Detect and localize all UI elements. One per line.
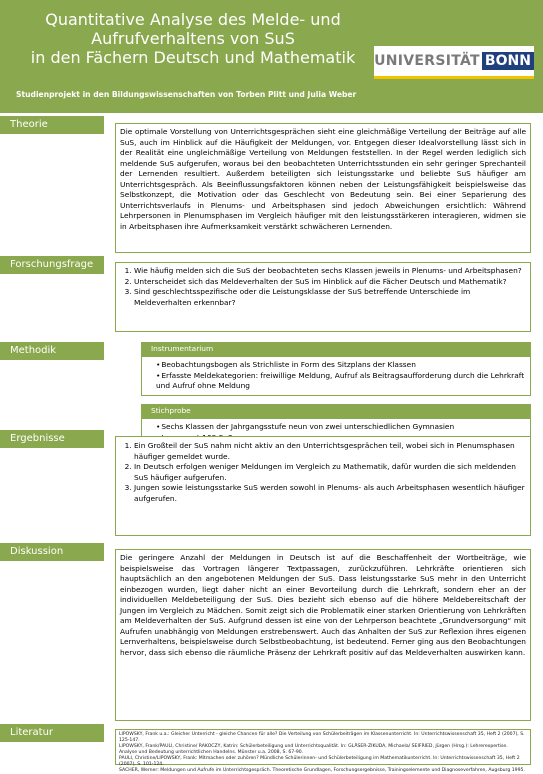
literatur-entry: SACHER, Werner: Meldungen und Aufrufe im Unterrichtsgespräch. Theoretische Grundlagen, Forschungsergebnisse, Trainingselemente und Diagnoseverfahren, Augsburg 1995. (119, 768, 525, 773)
literatur-entry: PAULI, Christine/LIPOWSKY, Frank: Mitmachen oder zuhören? Mündliche Schülerinnen- und Schülerbeteiligung im Mathematikunterricht. In: Unterrichtswissenschaft 35, Heft 2 (2007), S. 101-124. (119, 756, 520, 767)
poster-title (8, 10, 378, 67)
section-label-literatur: Literatur (0, 724, 104, 742)
poster-header (0, 0, 543, 113)
list-item: 2. Unterscheidet sich das Meldeverhalten der SuS im Hinblick auf die Fächer Deutsch und Mathematik? (134, 277, 526, 288)
diskussion-text: Die geringere Anzahl der Meldungen in Deutsch ist auf die Beschaffenheit der Wortbeiträge, wie beispielsweise das Vortragen längerer Textpassagen, zurückzuführen. Lehrkräfte orientieren sich hauptsächlich an den angebotenen Meldungen der SuS. Dass leistungsstarke SuS mehr in den Unterricht einbezogen wurden, liegt daher nicht an einer Bevorteilung durch die Lehrkraft, sondern eher an der individuellen Meldebeteiligung der SuS. Dies bezieht sich ebenso auf die höhere Meldebereitschaft der Jungen im Vergleich zu Mädchen. Somit zeigt sich die Problematik einer starken Orientierung von Lehrkräften am Meldeverhalten der SuS. Aufgrund dessen ist eine von der Lehrperson beachtete „Grundversorgung“ mit Aufrufen unabhängig von Meldungen erstrebenswert. Auch das Anhalten der SuS zur Reflexion ihres eigenen Lernverhaltens, beispielsweise durch Selbstbeobachtung, ist bedeutend. Ferner ging aus den Beobachtungen hervor, dass sich ebenso die räumliche Präsenz der Lehrkraft positiv auf das Meldeverhalten auswirken kann. (120, 553, 526, 657)
literatur-entry: LIPOWSKY, Frank/PAULI, Christine/ RAKOCZY, Katrin: Schülerbeteiligung und Unterrichtsqualität. In: GLÄSER-ZIKUDA, Michaela/ SEIFRIED, Jürgen (Hrsg.): Lehrerexpertise. Analyse und Bedeutung unterrichtlichen Handelns. Münster u.a. 2008, S. 67-90. (119, 744, 508, 755)
university-logo (374, 46, 534, 76)
instrumentarium-list (146, 360, 526, 392)
theorie-text: Die optimale Vorstellung von Unterrichtsgesprächen sieht eine gleichmäßige Verteilung der Beiträge auf alle SuS, auch im Hinblick auf die Häufigkeit der Meldungen, vor. Entgegen dieser Idealvorstellung lässt sich in der Realität eine ungleichmäßige Verteilung von Meldungen feststellen. In der Regel werden lediglich sich meldende SuS aufgerufen, woraus bei den beobachteten Unterrichtsstunden ein sehr geringer Sprechanteil der Lernenden resultiert. Außerdem beteiligten sich leistungsstarke und beliebte SuS häufiger am Unterrichtsgespräch. Als Beeinflussungsfaktoren können neben der Leistungsfähigkeit beispielsweise das Selbstkonzept, die Motivation oder das Geschlecht von Bedeutung sein. Bei einer Separierung des Unterrichtsverlaufs in Plenums- und Arbeitsphasen sind jedoch Abweichungen ersichtlich: Während Lehrpersonen in Plenumsphasen im Vergleich häufiger mit den leistungsstärkeren interagieren, widmen sie in Arbeitsphasen ihre Aufmerksamkeit verstärkt schwächeren Lernenden. (120, 127, 526, 231)
forschungsfrage-list (120, 266, 526, 308)
subsection-label-instrumentarium: Instrumentarium (141, 342, 531, 356)
list-item: 3. Sind geschlechtsspezifische oder die Leistungsklasse der SuS betreffende Unterschiede im Meldeverhalten erkennbar? (134, 287, 526, 308)
section-label-forschungsfrage: Forschungsfrage (0, 256, 104, 274)
list-item: 1. Ein Großteil der SuS nahm nicht aktiv an den Unterrichtsgesprächen teil, wobei sich in Plenumsphasen häufiger gemeldet wurde. (134, 441, 526, 462)
section-label-diskussion: Diskussion (0, 543, 104, 561)
title-line: Quantitative Analyse des Melde- und (45, 10, 341, 29)
poster-subtitle: Studienprojekt in den Bildungswissenschaften von Torben Plitt und Julia Weber (16, 90, 357, 99)
logo-yellow-bar (374, 76, 534, 79)
literatur-entry: LIPOWSKY, Frank u.a.: Gleicher Unterricht - gleiche Chancen für alle? Die Verteilung von Schülerbeiträgen im Klassenunterricht. In: Unterrichtswissenschaft 35, Heft 2 (2007), S. 125-147. (119, 732, 525, 743)
logo-box: BONN (482, 52, 534, 70)
instrumentarium-box (141, 356, 531, 396)
list-item: 1. Wie häufig melden sich die SuS der beobachteten sechs Klassen jeweils in Plenums- und Arbeitsphasen? (134, 266, 526, 277)
ergebnisse-list (120, 441, 526, 504)
list-item: 3. Jungen sowie leistungsstarke SuS werden sowohl in Plenums- als auch Arbeitsphasen wesentlich häufiger aufgerufen. (134, 483, 526, 504)
forschungsfrage-box (115, 262, 531, 332)
section-label-methodik: Methodik (0, 342, 104, 360)
logo-word: UNIVERSITÄT (374, 53, 480, 69)
literatur-box (115, 729, 531, 773)
list-item: • Sechs Klassen der Jahrgangsstufe neun von zwei unterschiedlichen Gymnasien (156, 422, 526, 433)
ergebnisse-box (115, 436, 531, 536)
list-item: 2. In Deutsch erfolgen weniger Meldungen im Vergleich zu Mathematik, dafür wurden die sich meldenden SuS häufiger aufgerufen. (134, 462, 526, 483)
section-label-ergebnisse: Ergebnisse (0, 430, 104, 448)
diskussion-box (115, 549, 531, 721)
subsection-label-stichprobe: Stichprobe (141, 404, 531, 418)
section-label-theorie: Theorie (0, 116, 104, 134)
list-item: • Erfasste Meldekategorien: freiwillige Meldung, Aufruf als Beitragsaufforderung durch die Lehrkraft und Aufruf ohne Meldung (156, 371, 526, 392)
title-line: Aufrufverhaltens von SuS (91, 29, 295, 48)
list-item: • Beobachtungsbogen als Strichliste in Form des Sitzplans der Klassen (156, 360, 526, 371)
theorie-box (115, 123, 531, 253)
title-line: in den Fächern Deutsch und Mathematik (30, 48, 356, 67)
